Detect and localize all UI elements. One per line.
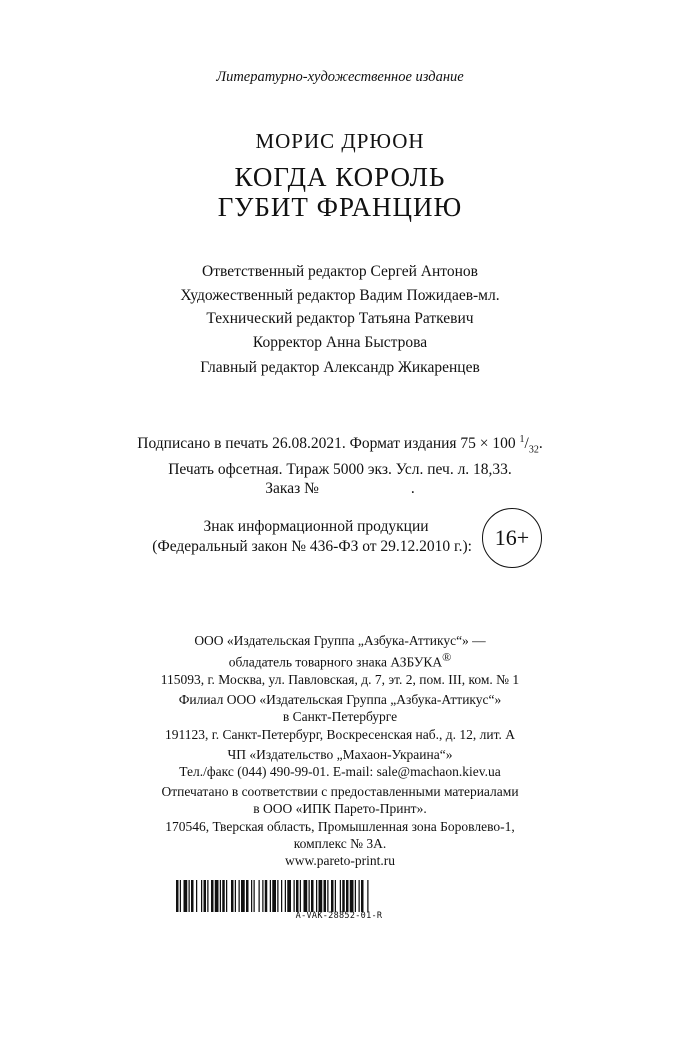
order-line <box>0 479 680 499</box>
printer-website: www.pareto-print.ru <box>284 852 396 868</box>
publisher-address: 115093, г. Москва, ул. Павловская, д. 7, эт. 2, пом. III, ком. № 1 <box>160 671 520 687</box>
barcode-bar <box>196 880 197 912</box>
credit-line: Художественный редактор Вадим Пожидаев-мл. <box>180 286 500 304</box>
publisher-trademark-text: обладатель товарного знака АЗБУКА <box>228 654 443 670</box>
barcode-bar <box>207 880 208 912</box>
book-title <box>0 162 680 222</box>
barcode-bar <box>231 880 234 912</box>
barcode-bar <box>331 880 334 912</box>
barcode-text: A-VAK-28852-01-R <box>295 911 383 921</box>
print-details <box>0 430 680 499</box>
ukraine-line: ЧП «Издательство „Махаон-Украина“» <box>227 746 453 762</box>
publisher-line: ООО «Издательская Группа „Азбука-Аттикус“» — <box>194 633 486 648</box>
barcode-bar <box>184 880 188 912</box>
editorial-credits <box>0 260 680 354</box>
format-fraction-numerator: 1 <box>519 434 525 445</box>
barcode-bar <box>246 880 249 912</box>
barcode-bar <box>235 880 236 912</box>
barcode-bar <box>296 880 299 912</box>
barcode-bar <box>270 880 271 912</box>
order-end: . <box>410 480 415 498</box>
printer-line: комплекс № 3А. <box>293 835 387 851</box>
barcode-bar <box>226 880 227 912</box>
barcode <box>176 880 502 912</box>
barcode-bar <box>222 880 225 912</box>
age-rating-badge: 16+ <box>482 508 542 568</box>
barcode-bar <box>285 880 286 912</box>
barcode-bar <box>342 880 345 912</box>
credit-line: Корректор Анна Быстрова <box>252 333 428 351</box>
chief-editor: Главный редактор Александр Жикаренцев <box>200 359 480 376</box>
barcode-bar <box>367 880 368 912</box>
barcode-bar <box>340 880 341 912</box>
barcode-bar <box>346 880 349 912</box>
barcode-bar <box>324 880 327 912</box>
print-line-2: Печать офсетная. Тираж 5000 экз. Усл. печ. л. 18,33. <box>168 460 512 478</box>
barcode-bar <box>191 880 194 912</box>
format-fraction-denominator: 32 <box>528 444 539 456</box>
printer-line: 170546, Тверская область, Промышленная зона Боровлево-1, <box>165 818 515 834</box>
branch-address: 191123, г. Санкт-Петербург, Воскресенская наб., д. 12, лит. А <box>165 726 515 742</box>
publisher-trademark-line <box>0 649 680 671</box>
barcode-bar <box>251 880 252 912</box>
barcode-bar <box>176 880 179 912</box>
barcode-bar <box>265 880 268 912</box>
barcode-bar <box>211 880 214 912</box>
printer-line: Отпечатано в соответствии с предоставленными материалами <box>161 784 519 800</box>
barcode-bar <box>309 880 310 912</box>
barcode-bar <box>189 880 190 912</box>
format-fraction-slash: / <box>524 435 529 453</box>
genre-label: Литературно-художественное издание <box>216 69 464 85</box>
barcode-bar <box>304 880 308 912</box>
print-line-1-end: . <box>538 435 543 453</box>
barcode-bar <box>359 880 360 912</box>
barcode-bar <box>311 880 314 912</box>
ukraine-block <box>0 746 680 780</box>
barcode-bar <box>281 880 282 912</box>
barcode-bar <box>327 880 328 912</box>
printer-line: в ООО «ИПК Парето-Принт». <box>253 801 427 817</box>
print-line-1 <box>0 430 680 460</box>
barcode-bar <box>259 880 260 912</box>
branch-block <box>0 691 680 743</box>
author-name: МОРИС ДРЮОН <box>255 129 425 153</box>
info-product-line-2: (Федеральный закон № 436-ФЗ от 29.12.2010 г.): <box>152 537 472 555</box>
barcode-bar <box>300 880 301 912</box>
branch-line: в Санкт-Петербурге <box>282 709 398 725</box>
barcode-bar <box>294 880 295 912</box>
barcode-bar <box>204 880 207 912</box>
ukraine-contacts: Тел./факс (044) 490-99-01. E-mail: sale@machaon.kiev.ua <box>179 763 501 779</box>
barcode-bar <box>241 880 245 912</box>
barcode-bar <box>215 880 219 912</box>
book-title-line-1: КОГДА КОРОЛЬ <box>234 162 446 192</box>
barcode-bar <box>272 880 276 912</box>
barcode-bar <box>254 880 255 912</box>
print-format-text: Подписано в печать 26.08.2021. Формат издания 75 × 100 <box>137 435 520 453</box>
barcode-bar <box>316 880 317 912</box>
registered-mark: ® <box>442 650 452 665</box>
order-label: Заказ № <box>265 480 319 498</box>
publisher-block <box>0 632 680 688</box>
publisher-imprint <box>0 632 680 872</box>
barcode-bar <box>262 880 263 912</box>
barcode-bar <box>277 880 278 912</box>
info-product-line-1: Знак информационной продукции <box>203 518 429 535</box>
barcode-bar <box>220 880 221 912</box>
barcode-bar <box>201 880 202 912</box>
info-product-label <box>120 517 472 556</box>
book-title-line-2: ГУБИТ ФРАНЦИЮ <box>217 192 463 222</box>
barcode-bar <box>287 880 291 912</box>
barcode-bar <box>355 880 356 912</box>
barcode-bar <box>180 880 181 912</box>
credit-line: Технический редактор Татьяна Раткевич <box>206 310 474 327</box>
branch-line: Филиал ООО «Издательская Группа „Азбука-Аттикус“» <box>178 692 502 708</box>
barcode-bar <box>335 880 336 912</box>
printer-block <box>0 783 680 869</box>
barcode-bar <box>319 880 323 912</box>
barcode-bar <box>361 880 364 912</box>
credit-line: Ответственный редактор Сергей Антонов <box>202 263 478 280</box>
barcode-bar <box>350 880 354 912</box>
barcode-bar <box>239 880 240 912</box>
